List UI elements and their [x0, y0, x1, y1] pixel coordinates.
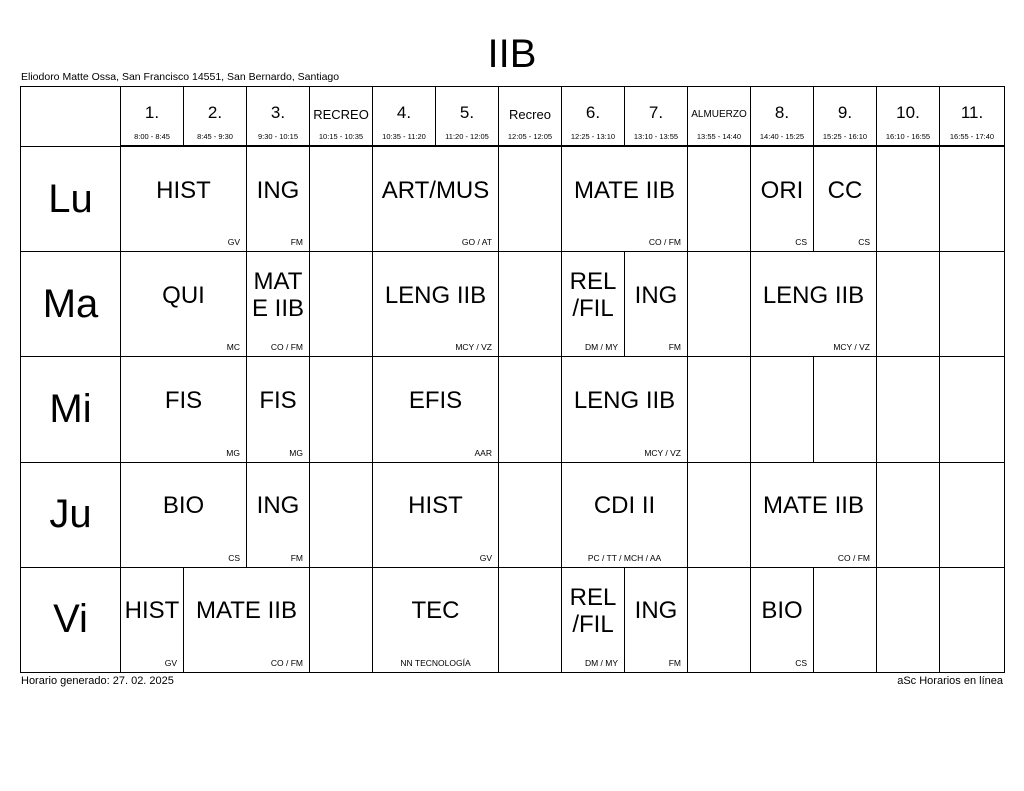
lesson-teacher: CO / FM [270, 657, 303, 668]
timetable-grid [20, 86, 1004, 672]
empty-cell [309, 356, 373, 462]
period-label: 9. [837, 103, 853, 122]
period-time: 14:40 - 15:25 [759, 132, 805, 141]
lesson-cell[interactable] [246, 146, 310, 252]
empty-cell [876, 146, 940, 252]
school-address: Eliodoro Matte Ossa, San Francisco 14551, San Bernardo, Santiago [21, 71, 340, 83]
period-label: RECREO [313, 107, 369, 122]
day-label-lu: Lu [20, 146, 121, 252]
lesson-cell[interactable] [372, 356, 499, 462]
day-label-mi: Mi [20, 356, 121, 462]
period-time: 11:20 - 12:05 [445, 132, 489, 141]
empty-cell [687, 567, 751, 673]
period-header-7 [498, 86, 562, 147]
lesson-teacher: FM [290, 552, 303, 563]
period-time: 15:25 - 16:10 [822, 132, 868, 141]
lesson-cell[interactable] [561, 356, 688, 462]
generated-date: Horario generado: 27. 02. 2025 [21, 675, 174, 687]
lesson-teacher: GV [479, 552, 492, 563]
lesson-subject: ING [256, 492, 300, 520]
period-header-9 [624, 86, 688, 147]
lesson-teacher: FM [668, 657, 681, 668]
period-header-11 [750, 86, 814, 147]
period-header-6 [435, 86, 499, 147]
lesson-cell[interactable] [246, 356, 310, 462]
period-time: 12:25 - 13:10 [570, 132, 616, 141]
lesson-subject: ING [634, 597, 678, 625]
lesson-teacher: CS [795, 657, 807, 668]
lesson-teacher: DM / MY [584, 657, 618, 668]
lesson-teacher: MCY / VZ [644, 447, 681, 458]
period-time: 8:45 - 9:30 [197, 132, 233, 141]
lesson-subject: FIS [164, 386, 203, 414]
lesson-teacher: NN TECNOLOGÍA [400, 657, 471, 668]
empty-cell [687, 462, 751, 568]
lesson-subject: ART/MUS [381, 176, 490, 204]
empty-cell [309, 251, 373, 357]
lesson-cell[interactable] [120, 251, 247, 357]
period-header-1 [120, 86, 184, 147]
period-header-5 [372, 86, 436, 147]
empty-cell [876, 356, 940, 462]
empty-cell [498, 462, 562, 568]
lesson-cell[interactable] [561, 567, 625, 673]
lesson-cell[interactable] [750, 146, 814, 252]
lesson-subject: LENG IIB [573, 386, 676, 414]
lesson-subject: BIO [761, 597, 803, 625]
period-time: 10:35 - 11:20 [382, 132, 426, 141]
lesson-subject: ING [256, 176, 300, 204]
lesson-subject: MATE IIB [574, 176, 675, 204]
lesson-cell[interactable] [120, 567, 184, 673]
period-time: 16:55 - 17:40 [949, 132, 995, 141]
period-header-13 [876, 86, 940, 147]
empty-cell [309, 146, 373, 252]
lesson-subject: HIST [408, 492, 463, 520]
lesson-cell[interactable] [561, 462, 688, 568]
lesson-teacher: CO / FM [270, 342, 303, 353]
day-label-ju: Ju [20, 462, 121, 568]
lesson-teacher: GO / AT [461, 237, 492, 248]
lesson-teacher: CS [228, 552, 240, 563]
lesson-teacher: CS [858, 237, 870, 248]
lesson-teacher: CO / FM [837, 552, 870, 563]
empty-cell [498, 567, 562, 673]
lesson-subject: ORI [760, 176, 804, 204]
period-label: 1. [144, 103, 160, 122]
lesson-subject: FIS [259, 386, 297, 414]
lesson-subject: MATE IIB [196, 597, 297, 625]
period-label: 8. [774, 103, 790, 122]
lesson-subject: CC [827, 176, 863, 204]
lesson-subject: ING [634, 281, 678, 309]
period-time: 8:00 - 8:45 [134, 132, 170, 141]
empty-cell [939, 146, 1005, 252]
lesson-teacher: MG [289, 447, 303, 458]
lesson-subject: QUI [162, 281, 205, 309]
lesson-cell[interactable] [246, 462, 310, 568]
lesson-subject: TEC [411, 597, 460, 625]
empty-cell [687, 356, 751, 462]
period-header-14 [939, 86, 1005, 147]
lesson-subject: HIST [124, 597, 180, 625]
footer-brand: aSc Horarios en línea [897, 675, 1003, 687]
lesson-cell[interactable] [120, 146, 247, 252]
lesson-teacher: MCY / VZ [455, 342, 492, 353]
corner-cell [20, 86, 121, 147]
lesson-cell[interactable] [372, 462, 499, 568]
empty-cell [498, 146, 562, 252]
empty-cell [687, 251, 751, 357]
empty-cell [876, 251, 940, 357]
lesson-subject: HIST [156, 176, 211, 204]
empty-cell [309, 462, 373, 568]
empty-cell [813, 356, 877, 462]
lesson-cell[interactable] [561, 146, 688, 252]
day-label-vi: Vi [20, 567, 121, 673]
period-time: 13:55 - 14:40 [696, 132, 742, 141]
lesson-cell[interactable] [624, 567, 688, 673]
period-header-2 [183, 86, 247, 147]
lesson-subject: CDI II [593, 492, 656, 520]
lesson-cell[interactable] [246, 251, 310, 357]
lesson-cell[interactable] [372, 251, 499, 357]
empty-cell [498, 356, 562, 462]
empty-cell [939, 462, 1005, 568]
period-label: 5. [459, 103, 475, 122]
period-header-12 [813, 86, 877, 147]
lesson-subject: REL /FIL [569, 583, 617, 638]
empty-cell [939, 251, 1005, 357]
day-label-ma: Ma [20, 251, 121, 357]
lesson-subject: LENG IIB [384, 281, 487, 309]
empty-cell [813, 567, 877, 673]
empty-cell [876, 567, 940, 673]
empty-cell [309, 567, 373, 673]
lesson-subject: REL /FIL [569, 268, 617, 323]
lesson-cell[interactable] [372, 146, 499, 252]
empty-cell [750, 356, 814, 462]
timetable-title: IIB [487, 32, 537, 76]
lesson-subject: MATE IIB [763, 492, 864, 520]
period-label: 6. [585, 103, 601, 122]
period-label: ALMUERZO [691, 109, 747, 120]
lesson-cell[interactable] [624, 251, 688, 357]
period-header-4 [309, 86, 373, 147]
lesson-teacher: MC [226, 342, 240, 353]
lesson-cell[interactable] [120, 462, 247, 568]
period-header-8 [561, 86, 625, 147]
lesson-teacher: MG [226, 447, 240, 458]
lesson-teacher: FM [668, 342, 681, 353]
lesson-teacher: FM [290, 237, 303, 248]
lesson-subject: BIO [162, 492, 205, 520]
lesson-subject: LENG IIB [762, 281, 865, 309]
period-label: 11. [960, 103, 984, 122]
lesson-teacher: GV [227, 237, 240, 248]
period-label: Recreo [509, 107, 551, 122]
lesson-teacher: DM / MY [584, 342, 618, 353]
period-time: 9:30 - 10:15 [257, 132, 299, 141]
lesson-cell[interactable] [372, 567, 499, 673]
period-label: 4. [396, 103, 412, 122]
period-time: 16:10 - 16:55 [885, 132, 931, 141]
period-time: 13:10 - 13:55 [633, 132, 679, 141]
lesson-cell[interactable] [813, 146, 877, 252]
empty-cell [939, 567, 1005, 673]
period-label: 7. [648, 103, 664, 122]
period-header-10 [687, 86, 751, 147]
lesson-teacher: AAR [474, 447, 492, 458]
lesson-cell[interactable] [561, 251, 625, 357]
lesson-teacher: PC / TT / MCH / AA [587, 552, 662, 563]
lesson-teacher: GV [164, 657, 177, 668]
lesson-teacher: MCY / VZ [833, 342, 870, 353]
period-label: 2. [207, 103, 223, 122]
period-time: 12:05 - 12:05 [507, 132, 553, 141]
period-header-3 [246, 86, 310, 147]
period-label: 3. [270, 103, 286, 122]
lesson-cell[interactable] [120, 356, 247, 462]
lesson-subject: MATE IIB [251, 268, 305, 323]
empty-cell [876, 462, 940, 568]
empty-cell [687, 146, 751, 252]
period-label: 10. [896, 103, 920, 122]
lesson-cell[interactable] [183, 567, 310, 673]
empty-cell [498, 251, 562, 357]
lesson-cell[interactable] [750, 462, 877, 568]
lesson-teacher: CS [795, 237, 807, 248]
lesson-cell[interactable] [750, 567, 814, 673]
period-time: 10:15 - 10:35 [318, 132, 364, 141]
lesson-teacher: CO / FM [648, 237, 681, 248]
lesson-cell[interactable] [750, 251, 877, 357]
lesson-subject: EFIS [408, 386, 463, 414]
empty-cell [939, 356, 1005, 462]
